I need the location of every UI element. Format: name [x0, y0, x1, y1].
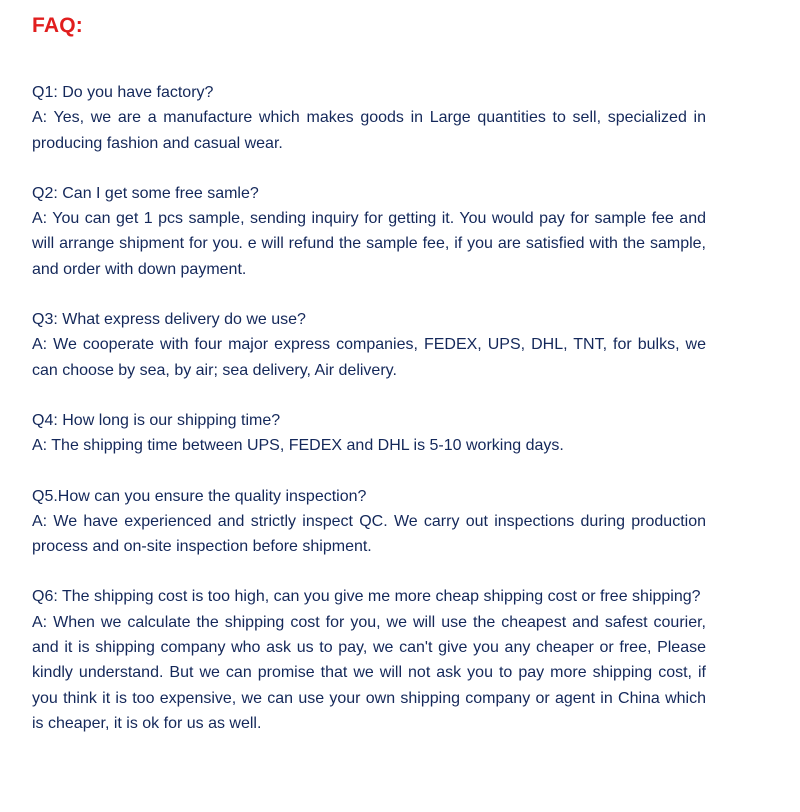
- faq-answer-5: A: We have experienced and strictly inspect QC. We carry out inspections during production process and on-site inspection before shipment.: [32, 512, 706, 556]
- faq-item-4: [32, 408, 706, 459]
- faq-item-1: [32, 80, 706, 156]
- faq-answer-1: A: Yes, we are a manufacture which makes goods in Large quantities to sell, specialized in producing fashion and casual wear.: [32, 109, 706, 152]
- faq-question-2: Q2: Can I get some free samle?: [32, 184, 259, 202]
- faq-item-2: [32, 181, 706, 282]
- faq-answer-2: A: You can get 1 pcs sample, sending inquiry for getting it. You would pay for sample fee and will arrange shipment for you. e will refund the sample fee, if you are satisfied with the sample, and order with down payment.: [32, 210, 706, 278]
- faq-list: [32, 80, 706, 761]
- faq-question-6: Q6: The shipping cost is too high, can you give me more cheap shipping cost or free shipping?: [32, 588, 701, 606]
- faq-answer-4: A: The shipping time between UPS, FEDEX and DHL is 5-10 working days.: [32, 437, 564, 455]
- faq-item-5: [32, 484, 706, 560]
- faq-question-4: Q4: How long is our shipping time?: [32, 411, 281, 429]
- faq-answer-3: A: We cooperate with four major express companies, FEDEX, UPS, DHL, TNT, for bulks, we can choose by sea, by air; sea delivery, Air delivery.: [32, 336, 706, 379]
- faq-title: FAQ:: [32, 14, 83, 37]
- faq-item-6: [32, 584, 706, 736]
- faq-answer-6: A: When we calculate the shipping cost for you, we will use the cheapest and safest courier, and it is shipping company who ask us to pay, we can't give you any cheaper or free, Please kindly understand. But we can promise that we will not ask you to pay more shipping cost, if you think it is too expensive, we can use your own shipping company or agent in China which is cheaper, it is ok for us as well.: [32, 613, 706, 732]
- faq-question-1: Q1: Do you have factory?: [32, 84, 214, 101]
- faq-question-3: Q3: What express delivery do we use?: [32, 311, 306, 329]
- faq-item-3: [32, 307, 706, 383]
- faq-question-5: Q5.How can you ensure the quality inspection?: [32, 487, 367, 505]
